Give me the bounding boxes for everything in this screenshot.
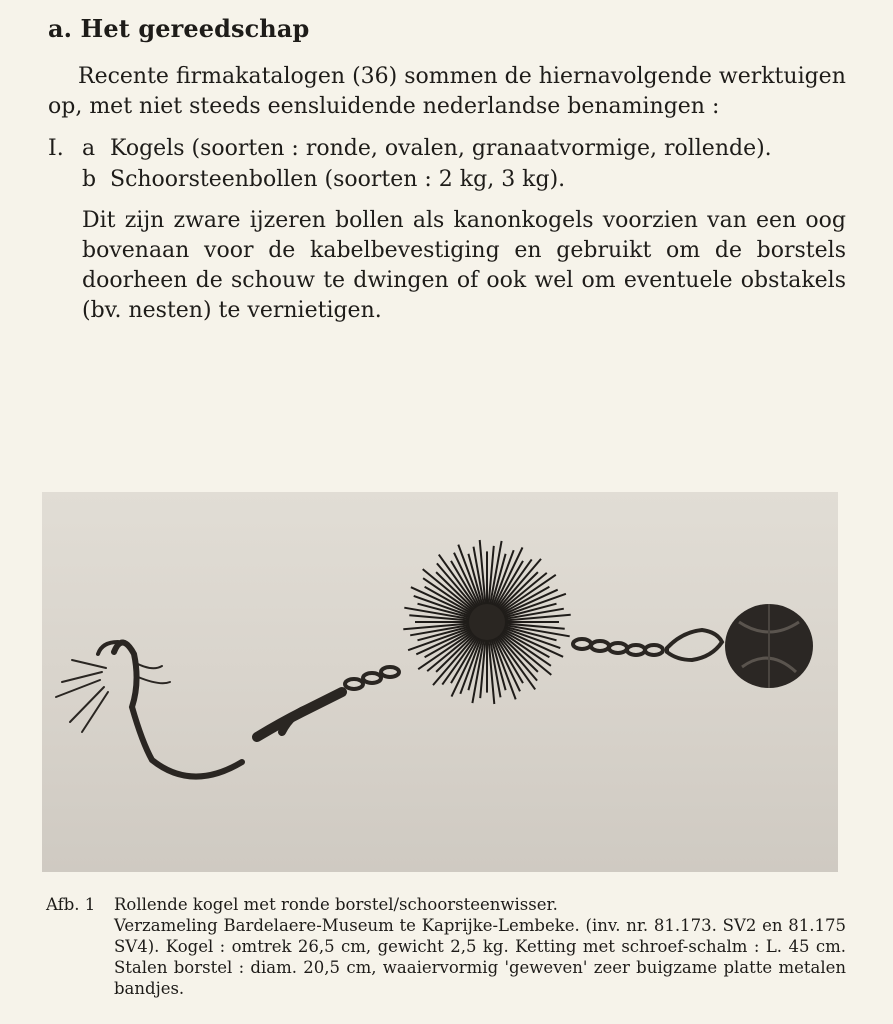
list-text: Schoorsteenbollen (soorten : 2 kg, 3 kg).: [110, 167, 566, 192]
rope: [56, 642, 342, 777]
list-text: Kogels (soorten : ronde, ovalen, granaatvormige, rollende).: [110, 136, 772, 161]
photo-illustration: [42, 492, 838, 872]
list-letter: b: [82, 167, 97, 192]
section-heading: a. Het gereedschap: [48, 14, 310, 43]
caption-title: Rollende kogel met ronde borstel/schoorsteenwisser.: [114, 895, 558, 914]
tool-list: [48, 133, 848, 195]
sweep-ball: [725, 604, 813, 688]
intro-line-1: Recente firmakatalogen (36) sommen de hiernavolgende werktuigen: [78, 64, 846, 89]
list-letter: a: [82, 136, 96, 161]
chimney-sweep-tool-photo: [42, 492, 838, 872]
intro-line-2: op, met niet steeds eensluidende nederlandse benamingen :: [48, 94, 720, 119]
list-item: [48, 133, 848, 164]
description-paragraph: Dit zijn zware ijzeren bollen als kanonkogels voorzien van een oog bovenaan voor de kabelbevestiging en gebruikt om de borstels doorheen de schouw te dwingen of ook wel om eventuele obstakels (bv. nesten) te vernietigen.: [82, 208, 846, 323]
figure-caption: [46, 894, 846, 999]
caption-details: Verzameling Bardelaere-Museum te Kaprijke-Lembeke. (inv. nr. 81.173. SV2 en 81.175 SV4). Kogel : omtrek 26,5 cm, gewicht 2,5 kg. Ketting met schroef-schalm : L. 45 cm. Stalen borstel : diam. 20,5 cm, waaiervormig 'geweven' zeer buigzame platte metalen bandjes.: [114, 916, 846, 998]
caption-label: Afb. 1: [46, 895, 96, 914]
list-roman-numeral: I.: [48, 136, 64, 161]
intro-paragraph: [48, 62, 848, 122]
list-item: [48, 164, 848, 195]
